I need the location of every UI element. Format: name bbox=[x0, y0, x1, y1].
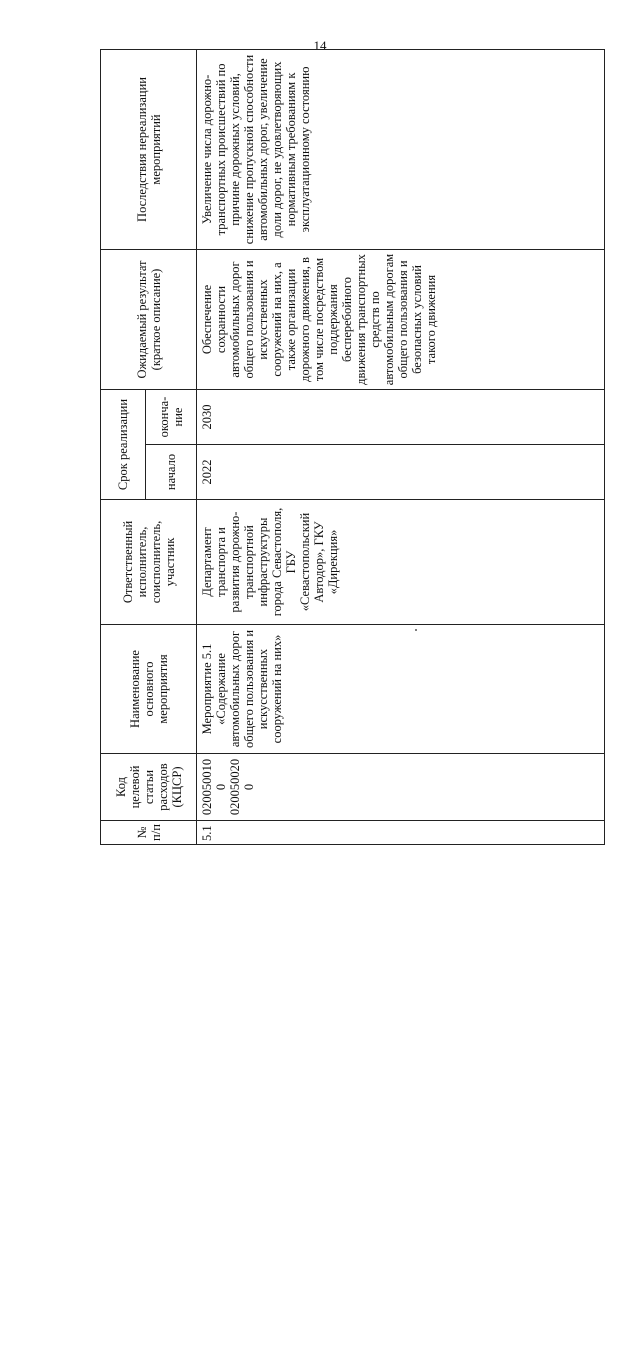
cell-start: 2022 bbox=[197, 445, 605, 500]
header-term: Срок реализации bbox=[101, 389, 146, 499]
page-number: 14 bbox=[313, 38, 327, 53]
header-consequences: Последствия нереализации мероприятий bbox=[101, 49, 197, 249]
header-term-start: начало bbox=[146, 445, 197, 500]
header-term-end: оконча-ние bbox=[146, 389, 197, 444]
measures-table bbox=[100, 49, 605, 845]
cell-executor: Департамент транспорта и развития дорожно-транспортной инфраструктуры города Севастополя, ГБУ «Севастопольский Автодор», ГКУ «Дирекция» bbox=[197, 500, 605, 625]
cell-name: Мероприятие 5.1 «Содержание автомобильных дорог общего пользования и искусственных сооружений на них» bbox=[197, 625, 605, 754]
cell-num: 5.1 bbox=[197, 821, 605, 845]
table-row bbox=[197, 49, 605, 844]
cell-code: 0200500100 0200500200 bbox=[197, 754, 605, 821]
rotated-table-container bbox=[100, 50, 605, 845]
cell-consequences: Увеличение числа дорожно-транспортных происшествий по причине дорожных условий, снижение пропускной способности автомобильных дорог, увеличение доли дорог, не удовлетворяющих нормативным требованиям к эксплуатационному состоянию bbox=[197, 49, 605, 249]
rotated-table-wrapper bbox=[100, 54, 640, 1350]
header-code: Код целевой статьи расходов (КЦСР) bbox=[101, 754, 197, 821]
header-name: Наименование основного мероприятия bbox=[101, 625, 197, 754]
scan-speck bbox=[415, 629, 417, 631]
header-executor: Ответственный исполнитель, соисполнитель, участник bbox=[101, 500, 197, 625]
header-num: № п/п bbox=[101, 821, 197, 845]
header-result: Ожидаемый результат (краткое описание) bbox=[101, 249, 197, 389]
cell-result: Обеспечение сохранности автомобильных дорог общего пользования и искусственных сооружений на них, а также организации дорожного движения, в том числе посредством поддержания бесперебойного движения транспортных средств по автомобильным дорогам общего пользования и безопасных условий такого движения bbox=[197, 249, 605, 389]
cell-end: 2030 bbox=[197, 389, 605, 444]
